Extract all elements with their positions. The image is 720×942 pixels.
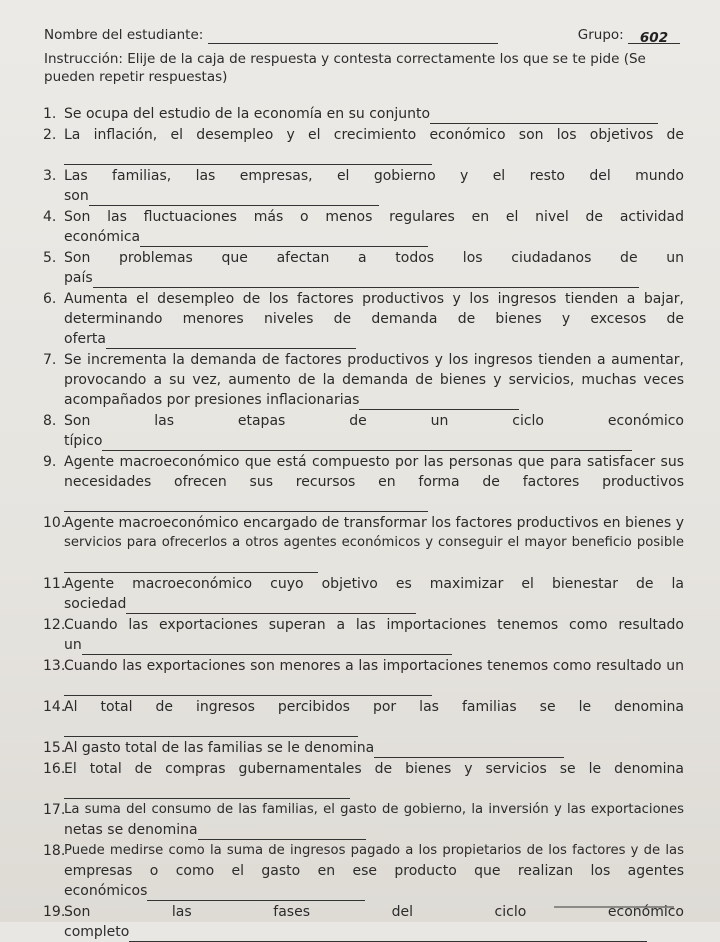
question-text: Cuando las exportaciones son menores a las importaciones tenemos como resultado un xyxy=(64,658,684,674)
question-item: 2. La inflación, el desempleo y el crecimiento económico son los objetivos de xyxy=(44,125,684,165)
student-name-label: Nombre del estudiante: xyxy=(44,27,204,43)
group-value: 602 xyxy=(639,30,669,46)
student-name-blank[interactable] xyxy=(208,29,498,44)
question-item: 11. Agente macroeconómico cuyo objetivo es maximizar el bienestar de la sociedad xyxy=(43,576,684,612)
question-text: Al gasto total de las familias se le denomina xyxy=(64,740,375,756)
answer-blank[interactable] xyxy=(147,886,365,901)
worksheet-header xyxy=(44,26,684,44)
question-text: Cuando las exportaciones superan a las importaciones tenemos como resultado xyxy=(64,617,684,633)
answer-blank[interactable] xyxy=(64,499,428,512)
answer-blank[interactable] xyxy=(93,273,639,288)
question-text: El total de compras gubernamentales de bienes y servicios se le denomina xyxy=(64,761,684,777)
question-text: Agente macroeconómico encargado de transformar los factores productivos en bienes y xyxy=(64,515,684,531)
question-item: 16. El total de compras gubernamentales de bienes y servicios se le denomina xyxy=(44,759,684,799)
group-field[interactable] xyxy=(578,26,680,44)
answer-blank[interactable] xyxy=(359,395,519,410)
question-item: 18. Puede medirse como la suma de ingresos pagado a los propietarios de los factores y de las empresas o como el gasto en ese producto que realizan los agentes económicos xyxy=(43,843,684,899)
question-text: Puede medirse como la suma de ingresos pagado a los propietarios de los factores y de las xyxy=(64,843,684,858)
question-text: Son las fases del ciclo económico xyxy=(64,904,684,920)
question-item: 5. Son problemas que afectan a todos los ciudadanos de un país xyxy=(43,250,684,286)
answer-blank[interactable] xyxy=(106,334,356,349)
question-item: 13. Cuando las exportaciones son menores a las importaciones tenemos como resultado un xyxy=(44,656,684,696)
question-text: La inflación, el desempleo y el crecimiento económico son los objetivos de xyxy=(64,127,684,143)
question-item: 3. Las familias, las empresas, el gobierno y el resto del mundo son xyxy=(43,168,684,204)
group-label: Grupo: xyxy=(577,27,624,43)
question-item: 4. Son las fluctuaciones más o menos regulares en el nivel de actividad económica xyxy=(43,209,684,245)
question-item: 1. Se ocupa del estudio de la economía en su conjunto xyxy=(44,104,684,124)
question-text: Son problemas que afectan a todos los ciudadanos de un xyxy=(64,250,684,266)
question-text: Al total de ingresos percibidos por las familias se le denomina xyxy=(64,699,684,715)
question-text: Se incrementa la demanda de factores productivos y los ingresos tienden a aumentar, xyxy=(64,352,684,368)
question-text: Se ocupa del estudio de la economía en su conjunto xyxy=(64,106,431,122)
question-item: 12. Cuando las exportaciones superan a las importaciones tenemos como resultado un xyxy=(43,617,684,653)
question-text: Aumenta el desempleo de los factores productivos y los ingresos tienden a bajar, xyxy=(64,291,684,307)
question-item: 7. Se incrementa la demanda de factores productivos y los ingresos tienden a aumentar, provocando a su vez, aumento de la demanda de bienes y servicios, muchas veces acompañados por presiones inflacionarias xyxy=(43,352,684,408)
answer-blank[interactable] xyxy=(89,191,379,206)
question-text: Son las etapas de un ciclo económico xyxy=(64,413,684,429)
question-text: La suma del consumo de las familias, el gasto de gobierno, la inversión y las exportaciones xyxy=(64,802,684,817)
answer-blank[interactable] xyxy=(374,743,564,758)
answer-blank[interactable] xyxy=(82,640,452,655)
answer-blank[interactable] xyxy=(129,927,647,942)
answer-blank[interactable] xyxy=(64,683,432,696)
question-item: 9. Agente macroeconómico que está compuesto por las personas que para satisfacer sus necesidades ofrecen sus recursos en forma de factores productivos xyxy=(44,452,684,512)
answer-blank[interactable] xyxy=(140,232,428,247)
question-text: Las familias, las empresas, el gobierno y el resto del mundo xyxy=(64,168,684,184)
page-edge-mark xyxy=(554,906,674,920)
question-item: 6. Aumenta el desempleo de los factores productivos y los ingresos tienden a bajar, determinando menores niveles de demanda de bienes y excesos de oferta xyxy=(43,291,684,347)
question-text: Agente macroeconómico cuyo objetivo es maximizar el bienestar de la xyxy=(64,576,684,592)
answer-blank[interactable] xyxy=(430,109,658,124)
question-item: 10. Agente macroeconómico encargado de transformar los factores productivos en bienes y servicios para ofrecerlos a otros agentes económicos y conseguir el mayor beneficio posible xyxy=(44,513,684,573)
instruction-text: Instrucción: Elije de la caja de respuesta y contesta correctamente los que se te pide (Se pueden repetir respuestas) xyxy=(44,51,646,85)
question-list xyxy=(44,104,684,942)
answer-blank[interactable] xyxy=(64,786,350,799)
question-text: Agente macroeconómico que está compuesto por las personas que para satisfacer sus xyxy=(64,454,684,470)
question-item: 19. Son las fases del ciclo económico completo xyxy=(43,904,684,940)
question-item: 14. Al total de ingresos percibidos por las familias se le denomina xyxy=(44,697,684,737)
answer-blank[interactable] xyxy=(198,825,366,840)
question-item: 17. La suma del consumo de las familias, el gasto de gobierno, la inversión y las exportaciones netas se denomina xyxy=(43,802,684,838)
answer-blank[interactable] xyxy=(126,599,416,614)
question-text: Son las fluctuaciones más o menos regulares en el nivel de actividad xyxy=(64,209,684,225)
answer-blank[interactable] xyxy=(64,724,358,737)
question-item: 15. Al gasto total de las familias se le denomina xyxy=(44,738,684,758)
answer-blank[interactable] xyxy=(64,152,432,165)
answer-blank[interactable] xyxy=(64,560,318,573)
student-name-field[interactable] xyxy=(44,26,498,44)
question-item: 8. Son las etapas de un ciclo económico típico xyxy=(43,413,684,449)
answer-blank[interactable] xyxy=(102,436,632,451)
